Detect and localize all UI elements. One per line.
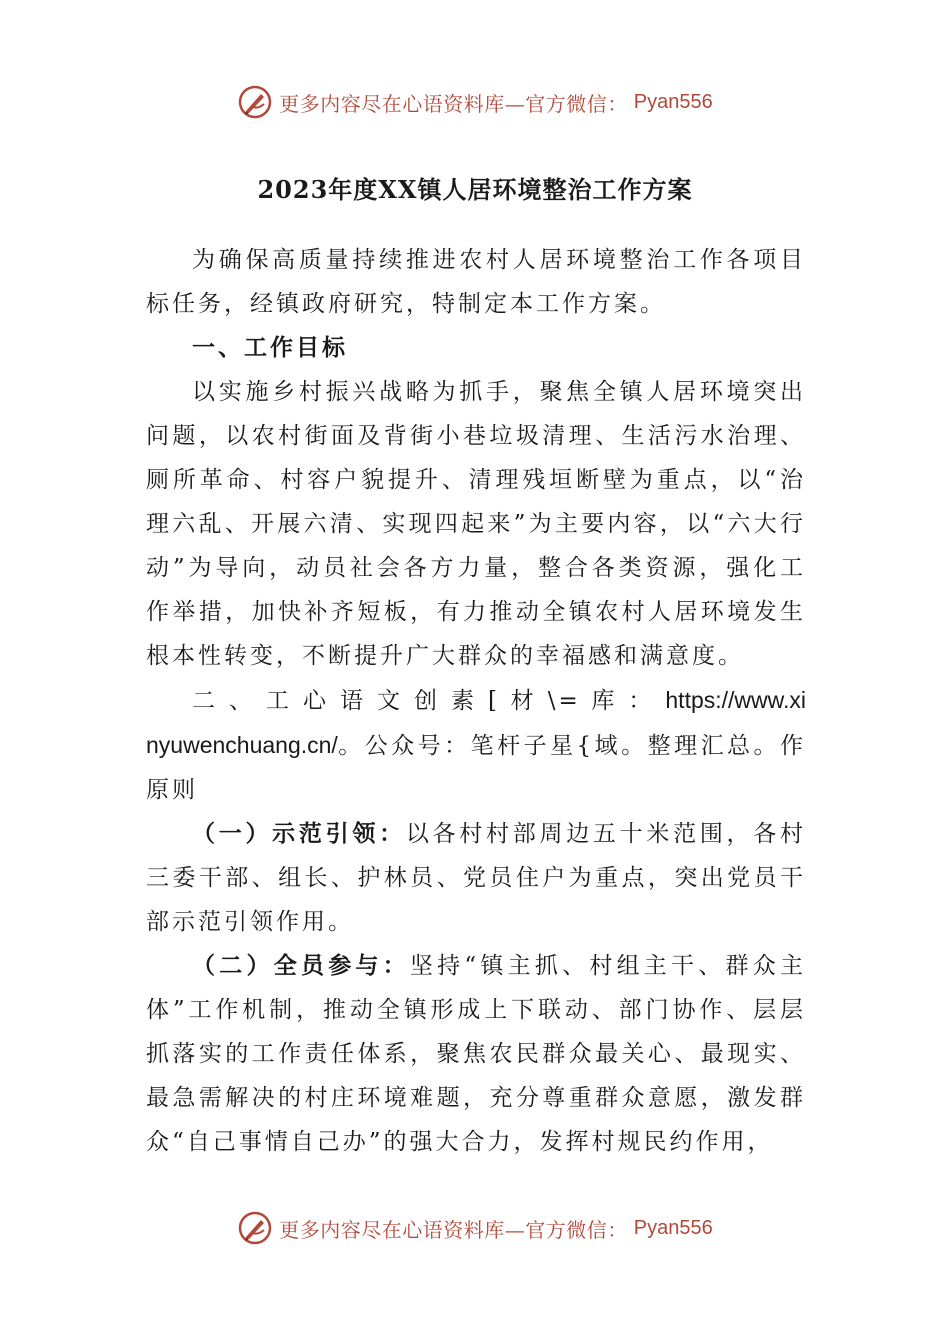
header-banner xyxy=(0,84,950,120)
intro-paragraph: 为确保高质量持续推进农村人居环境整治工作各项目标任务，经镇政府研究，特制定本工作方案。 xyxy=(146,247,806,317)
document-title: 2023年度XX镇人居环境整治工作方案 xyxy=(257,175,693,204)
section1-paragraph: 以实施乡村振兴战略为抓手，聚焦全镇人居环境突出问题，以农村街面及背街小巷垃圾清理、生活污水治理、厕所革命、村容户貌提升、清理残垣断壁为重点，以“治理六乱、开展六清、实现四起来”为主要内容，以“六大行动”为导向，动员社会各方力量，整合各类资源，强化工作举措，加快补齐短板，有力推动全镇农村人居环境发生根本性转变，不断提升广大群众的幸福感和满意度。 xyxy=(146,379,806,669)
section2-text-part1: 二 、 工 心 语 文 创 素 [ 材 \= 库 ： xyxy=(192,688,666,714)
footer-banner xyxy=(0,1210,950,1246)
section2-text-part2: 。公众号：笔杆子星{域。整理汇总。作原则 xyxy=(146,733,806,803)
section1-heading: 一、工作目标 xyxy=(192,334,348,361)
pen-logo-icon xyxy=(237,84,273,120)
principle2-paragraph xyxy=(146,944,806,1164)
pen-logo-icon xyxy=(237,1210,273,1246)
principle2-body: 坚持“镇主抓、村组主干、群众主体”工作机制，推动全镇形成上下联动、部门协作、层层抓落实的工作责任体系，聚焦农民群众最关心、最现实、最急需解决的村庄环境难题，充分尊重群众意愿，激发群众“自己事情自己办”的强大合力，发挥村规民约作用， xyxy=(146,953,806,1155)
document-body xyxy=(146,238,806,1164)
principle1-lead: （一）示范引领： xyxy=(192,820,406,847)
banner-wechat-id: Pyan556 xyxy=(633,90,713,113)
footer-banner-text: 更多内容尽在心语资料库—官方微信： xyxy=(279,1217,628,1242)
footer-banner-wechat-id: Pyan556 xyxy=(633,1216,713,1239)
banner-text: 更多内容尽在心语资料库—官方微信： xyxy=(279,91,628,116)
principle2-lead: （二）全员参与： xyxy=(192,952,410,979)
principle1-body: 以各村村部周边五十米范围，各村三委干部、组长、护林员、党员住户为重点，突出党员干部示范引领作用。 xyxy=(146,821,807,935)
section2-heading-paragraph xyxy=(146,678,806,812)
section2-url: https://www.xinyuwenchuang.cn/ xyxy=(146,687,806,758)
principle1-paragraph xyxy=(146,812,806,944)
